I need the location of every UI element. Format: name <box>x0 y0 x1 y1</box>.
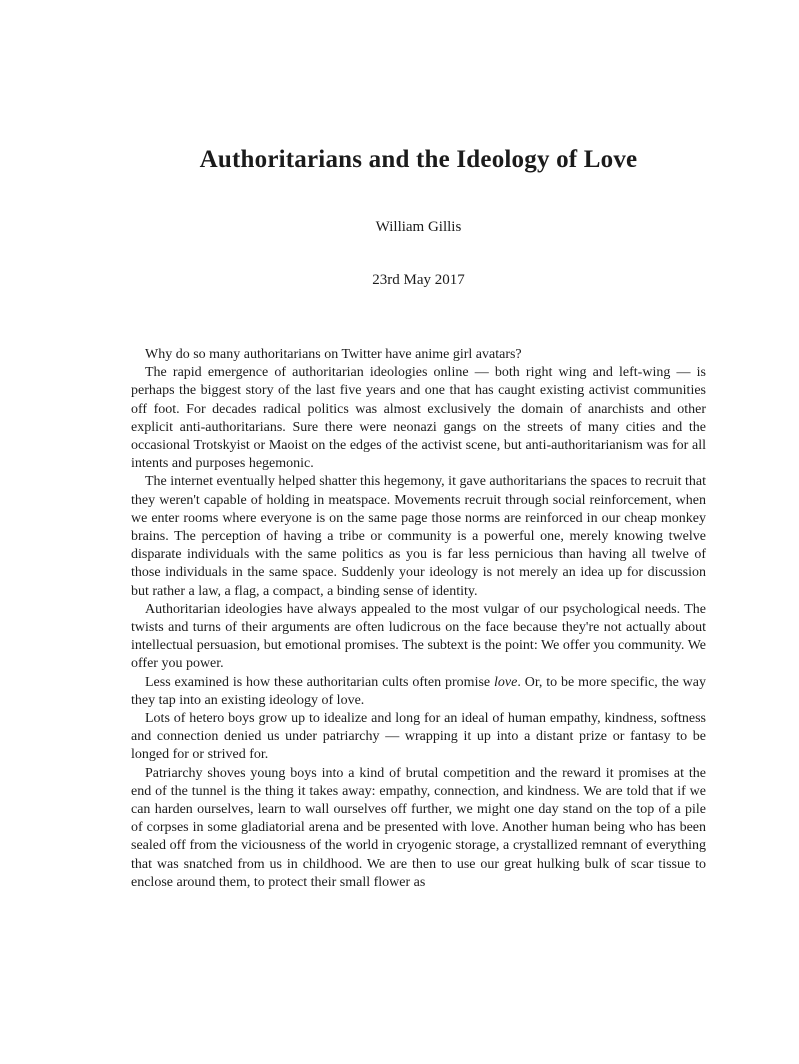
paragraph <box>131 346 706 364</box>
document-body <box>131 346 706 892</box>
paragraph <box>131 601 706 674</box>
text-run: The internet eventually helped shatter this hegemony, it gave authoritarians the spaces to recruit that they weren't capable of holding in meatspace. Movements recruit through social reinforcement, when we enter rooms where everyone is on the same page those norms are reinforced in our cheap monkey brains. The perception of having a tribe or community is a powerful one, merely knowing twelve disparate individuals with the same politics as you is far less pernicious than having all twelve of those individuals in the same space. Suddenly your ideology is not merely an idea up for discussion but rather a law, a flag, a compact, a binding sense of identity. <box>131 474 706 599</box>
paragraph <box>131 710 706 765</box>
document-date: 23rd May 2017 <box>372 272 465 288</box>
paragraph <box>131 674 706 710</box>
paragraph <box>131 765 706 892</box>
paragraph <box>131 364 706 473</box>
text-run: The rapid emergence of authoritarian ideologies online — both right wing and left-wing — is perhaps the biggest story of the last five years and one that has caught existing activist communities off foot. For decades radical politics was almost exclusively the domain of anarchists and other explicit anti-authoritarians. Sure there were neonazi gangs on the streets of many cities and the occasional Trotskyist or Maoist on the edges of the activist scene, but anti-authoritarianism was for all intents and purposes hegemonic. <box>131 365 706 472</box>
text-run: . Or, to be more specific, the way they tap into an existing ideology of love. <box>131 674 706 708</box>
text-run: Less examined is how these authoritarian cults often promise <box>145 674 494 690</box>
italic-text-run: love <box>494 674 518 690</box>
paragraph <box>131 473 706 600</box>
text-run: Why do so many authoritarians on Twitter have anime girl avatars? <box>145 347 522 362</box>
text-run: Authoritarian ideologies have always appealed to the most vulgar of our psychological needs. The twists and turns of their arguments are often ludicrous on the face because they're not actually about intellectual persuasion, but emotional promises. The subtext is the point: We offer you community. We offer you power. <box>131 601 706 672</box>
document-author: William Gillis <box>375 219 462 235</box>
text-run: Lots of hetero boys grow up to idealize and long for an ideal of human empathy, kindness, softness and connection denied us under patriarchy — wrapping it up into a distant prize or fantasy to be longed for or strived for. <box>131 711 706 763</box>
document-content <box>131 0 706 892</box>
text-run: Patriarchy shoves young boys into a kind of brutal competition and the reward it promises at the end of the tunnel is the thing it takes away: empathy, connection, and kindness. We are told that if we can harden ourselves, learn to wall ourselves off further, we might one day stand on the top of a pile of corpses in some gladiatorial arena and be presented with love. Another human being who has been sealed off from the viciousness of the world in cryogenic storage, a crystallized remnant of everything that was snatched from us in childhood. We are then to use our great hulking bulk of scar tissue to enclose around them, to protect their small flower as <box>131 765 706 890</box>
document-title: Authoritarians and the Ideology of Love <box>199 146 638 173</box>
